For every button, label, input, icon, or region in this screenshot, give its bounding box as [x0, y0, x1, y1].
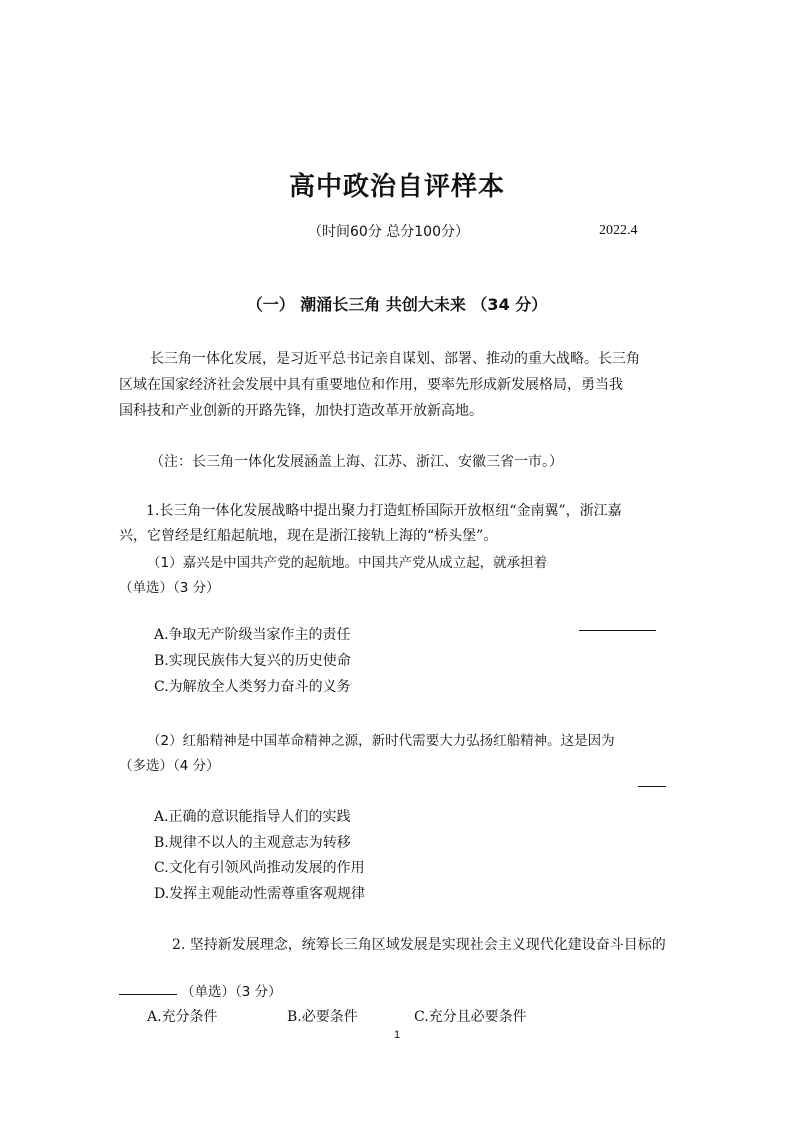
q2-stem: 2. 坚持新发展理念，统筹长三角区域发展是实现社会主义现代化建设奋斗目标的 — [172, 937, 666, 953]
q1-sub2-stem: （2）红船精神是中国革命精神之源，新时代需要大力弘扬红船精神。这是因为 — [147, 733, 615, 749]
q1-sub1-option-b: B.实现民族伟大复兴的历史使命 — [154, 653, 351, 669]
q1-sub1-option-a: A.争取无产阶级当家作主的责任 — [154, 627, 351, 643]
section-heading: （一） 潮涌长三角 共创大未来 （34 分） — [246, 295, 548, 314]
exam-date: 2022.4 — [599, 223, 638, 238]
q1-stem-line-1: 1.长三角一体化发展战略中提出聚力打造虹桥国际开放枢纽“金南翼”，浙江嘉 — [146, 503, 622, 519]
q1-sub2-option-d: D.发挥主观能动性需尊重客观规律 — [154, 886, 366, 902]
q1-sub1-stem: （1）嘉兴是中国共产党的起航地。中国共产党从成立起，就承担着 — [147, 555, 548, 571]
q1-sub1-option-c: C.为解放全人类努力奋斗的义务 — [154, 679, 351, 695]
q1-sub2-type: （多选）（4 分） — [119, 758, 220, 774]
q1-sub1-answer-blank — [579, 630, 656, 631]
exam-time-score: （时间60分 总分100分） — [308, 224, 469, 240]
q2-answer-blank — [119, 994, 177, 995]
q1-sub2-option-c: C.文化有引领风尚推动发展的作用 — [154, 860, 365, 876]
q1-sub2-answer-blank — [638, 786, 666, 787]
q1-sub2-option-a: A.正确的意识能指导人们的实践 — [154, 809, 351, 825]
q1-sub2-option-b: B.规律不以人的主观意志为转移 — [154, 835, 351, 851]
page-title: 高中政治自评样本 — [288, 172, 505, 202]
q2-option-b: B.必要条件 — [287, 1009, 358, 1025]
page-number: 1 — [393, 1029, 401, 1041]
intro-line-3: 国科技和产业创新的开路先锋，加快打造改革开放新高地。 — [119, 403, 483, 419]
q1-stem-line-2: 兴，它曾经是红船起航地，现在是浙江接轨上海的“桥头堡”。 — [119, 528, 498, 544]
q2-option-a: A.充分条件 — [147, 1009, 218, 1025]
q1-sub1-type: （单选）（3 分） — [119, 580, 220, 596]
q2-type: （单选）（3 分） — [181, 984, 282, 1000]
intro-line-2: 区域在国家经济社会发展中具有重要地位和作用，要率先形成新发展格局，勇当我 — [119, 377, 623, 393]
note-text: （注：长三角一体化发展涵盖上海、江苏、浙江、安徽三省一市。） — [150, 454, 563, 470]
intro-line-1: 长三角一体化发展，是习近平总书记亲自谋划、部署、推动的重大战略。长三角 — [150, 351, 640, 367]
q2-option-c: C.充分且必要条件 — [414, 1009, 527, 1025]
